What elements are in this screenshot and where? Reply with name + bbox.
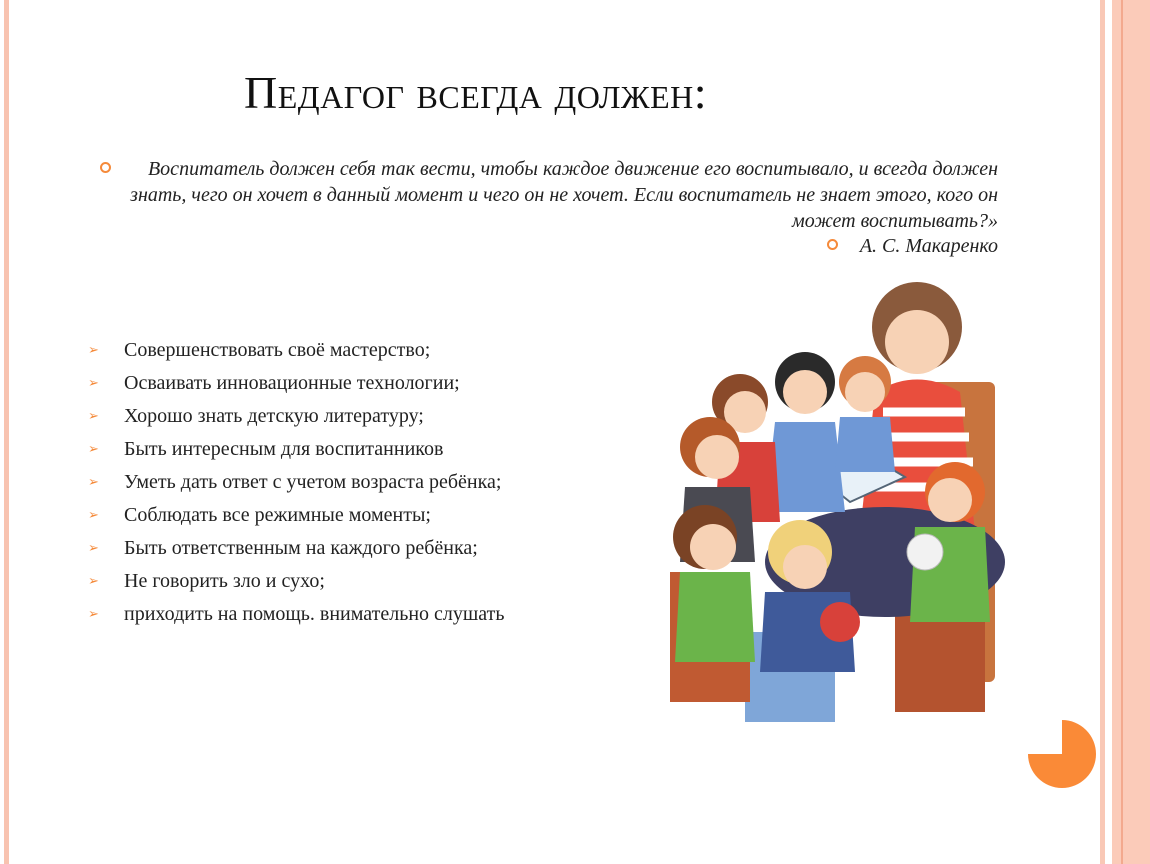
list-item-text: Уметь дать ответ с учетом возраста ребёнка;: [124, 471, 502, 493]
list-item: [88, 532, 505, 565]
list-item-text: приходить на помощь. внимательно слушать: [124, 603, 505, 625]
ring-bullet-icon: [100, 162, 111, 173]
list-item: [88, 400, 505, 433]
arrow-bullet-icon: ➢: [88, 409, 99, 424]
slide-title: Педагог всегда должен:: [244, 67, 708, 118]
arrow-bullet-icon: ➢: [88, 376, 99, 391]
list-item-text: Соблюдать все режимные моменты;: [124, 504, 431, 526]
teacher-reading-to-children-illustration: [655, 272, 1005, 734]
quote: [100, 156, 998, 234]
right-border-stripe: [1100, 0, 1105, 864]
list-item-text: Хорошо знать детскую литературу;: [124, 405, 424, 427]
list-item: [88, 433, 505, 466]
arrow-bullet-icon: ➢: [88, 442, 99, 457]
arrow-bullet-icon: ➢: [88, 574, 99, 589]
list-item: [88, 367, 505, 400]
ring-bullet-icon: [827, 239, 838, 250]
arrow-bullet-icon: ➢: [88, 508, 99, 523]
list-item: [88, 334, 505, 367]
pie-decoration-icon: [1026, 718, 1098, 790]
arrow-bullet-icon: ➢: [88, 607, 99, 622]
quote-text: Воспитатель должен себя так вести, чтобы каждое движение его воспитывало, и всегда должен знать, чего он хочет в данный момент и чего он не хочет. Если воспитатель не знает этого, кого он может воспитывать?»: [130, 158, 998, 232]
arrow-bullet-icon: ➢: [88, 475, 99, 490]
list-item: [88, 466, 505, 499]
list-item: [88, 565, 505, 598]
quote-author: [827, 235, 998, 258]
list-item: [88, 499, 505, 532]
list-item: [88, 598, 505, 631]
right-border-line: [1121, 0, 1123, 864]
list-item-text: Быть ответственным на каждого ребёнка;: [124, 537, 478, 559]
list-item-text: Совершенствовать своё мастерство;: [124, 339, 431, 361]
list-item-text: Осваивать инновационные технологии;: [124, 372, 460, 394]
author-name: А. С. Макаренко: [859, 235, 998, 257]
right-border-band: [1112, 0, 1150, 864]
duties-list: [88, 334, 505, 631]
list-item-text: Быть интересным для воспитанников: [124, 438, 444, 460]
left-border: [4, 0, 9, 864]
arrow-bullet-icon: ➢: [88, 343, 99, 358]
list-item-text: Не говорить зло и сухо;: [124, 570, 325, 592]
arrow-bullet-icon: ➢: [88, 541, 99, 556]
